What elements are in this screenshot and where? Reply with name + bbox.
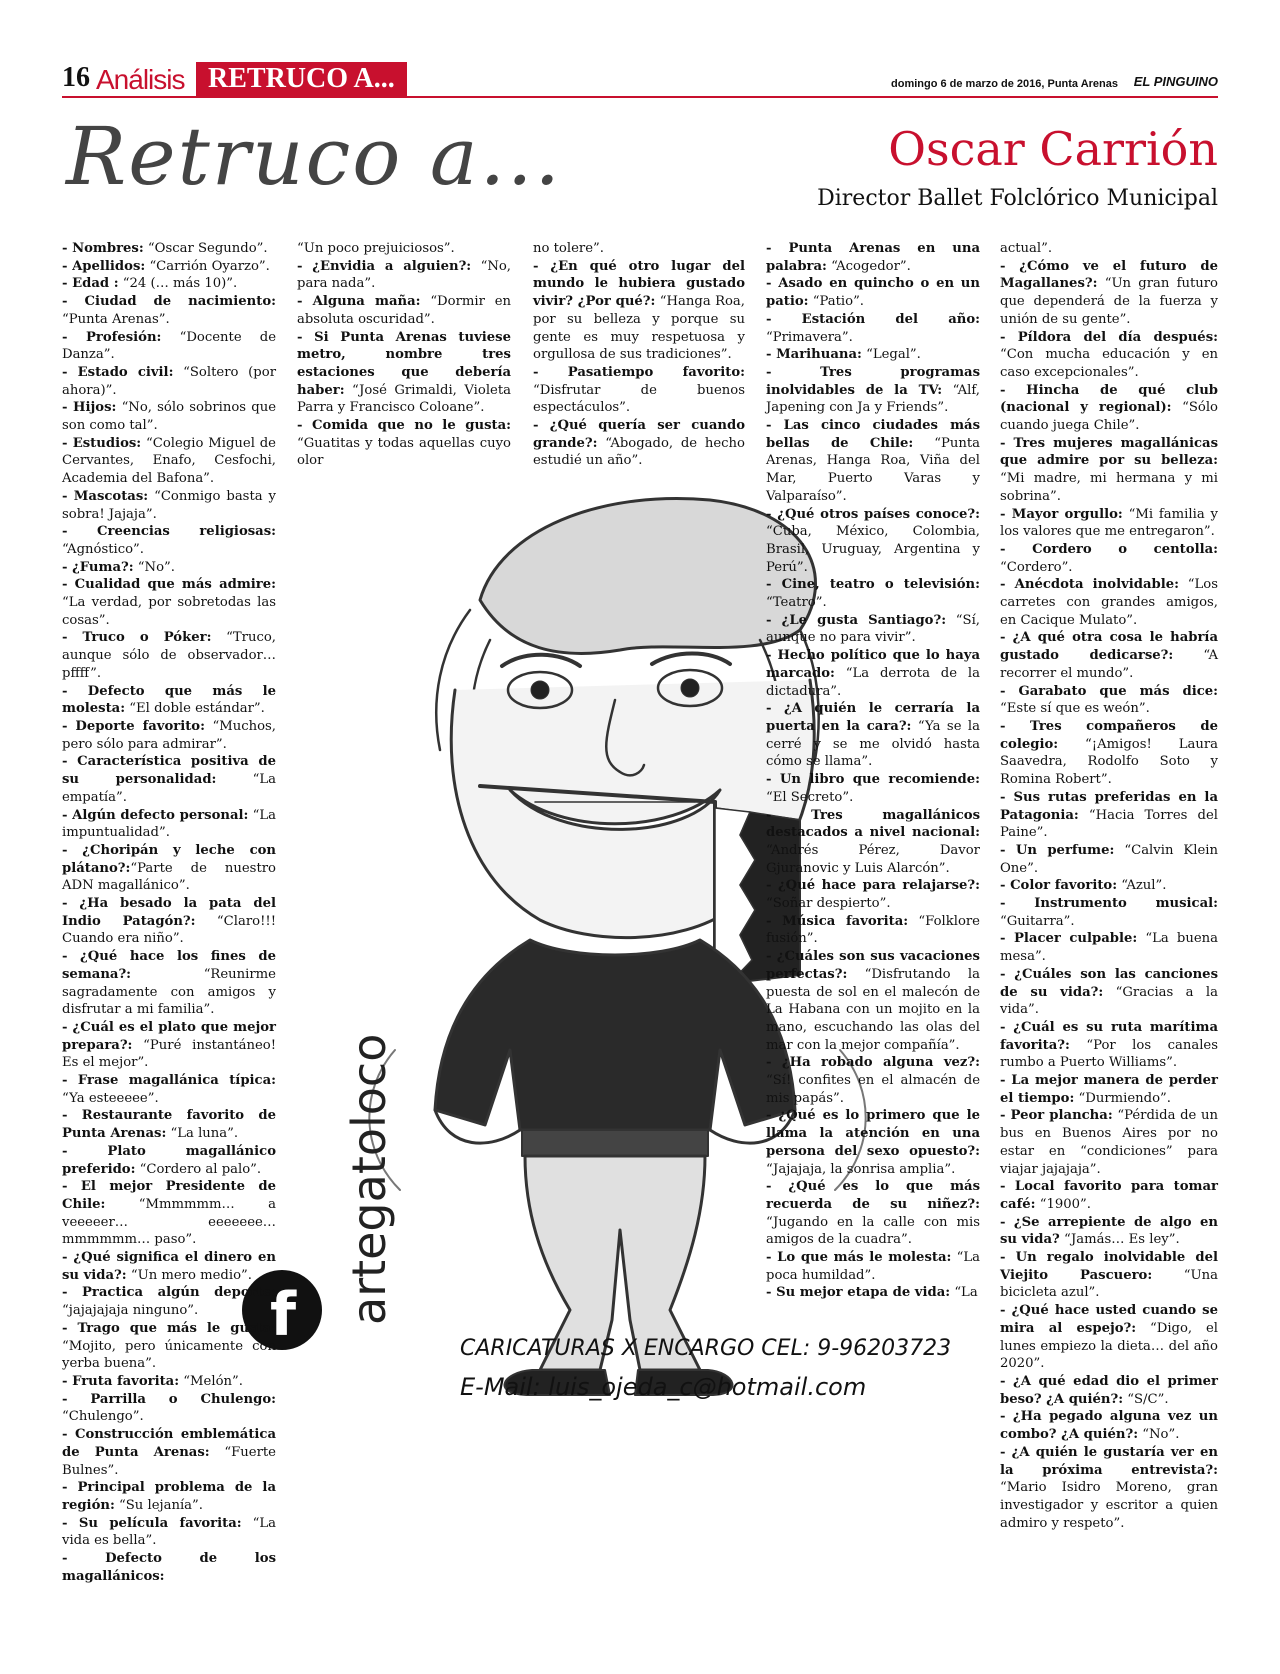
qa-answer: “Por los canales rumbo a Puerto Williams”. (1000, 1037, 1218, 1071)
qa-question: - ¿Se arrepiente de algo en su vida? (1000, 1214, 1218, 1248)
qa-entry (1000, 1178, 1218, 1213)
page-number: 16 (62, 62, 90, 93)
qa-entry (533, 364, 745, 417)
qa-answer: “Carrión Oyarzo”. (145, 258, 270, 274)
qa-entry (1000, 329, 1218, 382)
qa-question: - ¿Fuma?: (62, 559, 134, 575)
qa-answer: “Mi madre, mi hermana y mi sobrina”. (1000, 471, 1218, 504)
qa-answer: “Mmmmmm… a veeeeer… eeeeeee… mmmmmm… paso”. (62, 1196, 276, 1248)
qa-question: - ¿A quién le gustaría ver en la próxima entrevista?: (1000, 1444, 1218, 1478)
qa-question: - Ciudad de nacimiento: (62, 294, 276, 310)
qa-entry (766, 364, 980, 417)
qa-answer: “Mario Isidro Moreno, gran investigador y escritor a quien admiro y respeto”. (1000, 1480, 1218, 1531)
newspaper-name: EL PINGUINO (1133, 74, 1218, 89)
qa-answer: “Mi familia y los valores que me entregaron”. (1000, 506, 1218, 540)
qa-answer: “Disfrutando la puesta de sol en el malecón de La Habana con un mojito en la mano, escuchando las olas del mar con la mejor compañía”. (766, 966, 980, 1053)
qa-answer: “Claro!!! Cuando era niño”. (62, 913, 276, 947)
qa-entry (62, 753, 276, 806)
qa-answer: “Chulengo”. (62, 1409, 144, 1425)
qa-question: - Un regalo inolvidable del Viejito Pascuero: (1000, 1250, 1218, 1283)
qa-entry (62, 435, 276, 488)
qa-answer: “Agnóstico”. (62, 541, 144, 557)
qa-entry (62, 329, 276, 364)
qa-entry (766, 1284, 980, 1302)
column-5 (1000, 240, 1218, 1532)
qa-entry (1000, 576, 1218, 629)
qa-question: - Profesión: (62, 329, 162, 345)
qa-question: - Creencias religiosas: (62, 524, 276, 540)
qa-question: - Un libro que recomiende: (766, 772, 980, 788)
qa-question: - Si Punta Arenas tuviese metro, nombre tres estaciones que debería haber: (297, 329, 511, 398)
qa-answer: “Legal”. (861, 347, 921, 363)
qa-entry (766, 417, 980, 506)
qa-answer: “Los carretes con grandes amigos, en Cacique Mulato”. (1000, 577, 1218, 628)
qa-question: - Alguna maña: (297, 294, 421, 310)
qa-question: - Estación del año: (766, 311, 980, 327)
qa-answer: “Fuerte Bulnes”. (62, 1444, 276, 1478)
qa-question: - Practica algún deporte: (62, 1285, 276, 1301)
qa-entry (766, 1107, 980, 1178)
qa-question: - Estado civil: (62, 364, 174, 380)
qa-question: - ¿Envidia a alguien?: (297, 258, 472, 274)
qa-answer: “Colegio Miguel de Cervantes, Enafo, Cesfochi, Academia del Bafona”. (62, 435, 276, 487)
qa-entry (1000, 1408, 1218, 1443)
qa-entry (1000, 1072, 1218, 1107)
qa-question: - Punta Arenas en una palabra: (766, 241, 980, 274)
column-4 (766, 240, 980, 1302)
qa-answer: “Parte de nuestro ADN magallánico”. (62, 860, 276, 894)
qa-entry (62, 842, 276, 895)
qa-question: - Estudios: (62, 435, 142, 451)
qa-answer: “No”. (133, 559, 175, 575)
qa-entry (1000, 506, 1218, 541)
qa-answer: no tolere”. (533, 241, 604, 256)
qa-entry (62, 1019, 276, 1072)
qa-question: - Tres programas inolvidables de la TV: (766, 364, 980, 398)
qa-answer: “1900”. (1035, 1196, 1091, 1212)
qa-entry (766, 612, 980, 647)
qa-entry (62, 488, 276, 523)
qa-answer: “Azul”. (1117, 878, 1167, 894)
qa-question: - ¿Ha besado la pata del Indio Patagón?: (62, 896, 276, 929)
qa-question: - Marihuana: (766, 347, 862, 363)
qa-question: - Cine, teatro o televisión: (766, 577, 980, 593)
qa-question: - Su mejor etapa de vida: (766, 1285, 951, 1301)
qa-entry (1000, 1373, 1218, 1408)
qa-answer: “24 (… más 10)”. (118, 276, 238, 292)
qa-answer: “Jamás… Es ley”. (1059, 1232, 1180, 1248)
qa-answer: “Su lejanía”. (114, 1497, 203, 1513)
qa-answer: “El doble estándar”. (125, 701, 265, 717)
qa-question: - Asado en quincho o en un patio: (766, 276, 980, 310)
qa-entry (766, 346, 980, 364)
qa-entry (297, 240, 511, 258)
qa-entry (62, 1479, 276, 1514)
qa-entry (62, 629, 276, 682)
qa-question: - Tres mujeres magallánicas que admire por su belleza: (1000, 435, 1218, 469)
qa-answer: “La impuntualidad”. (62, 807, 276, 841)
qa-question: - Cordero o centolla: (1000, 541, 1218, 557)
qa-entry (62, 1107, 276, 1142)
qa-answer: “Jajajaja, la sonrisa amplia”. (766, 1161, 956, 1177)
qa-question: - ¿A qué edad dio el primer beso? ¿A quién?: (1000, 1374, 1218, 1407)
qa-question: - Píldora del día después: (1000, 329, 1218, 345)
qa-answer: “Primavera”. (766, 329, 853, 345)
qa-question: - ¿Ha robado alguna vez?: (766, 1055, 980, 1071)
qa-question: - ¿Cuál es su ruta marítima favorita?: (1000, 1019, 1218, 1053)
qa-question: - Truco o Póker: (62, 630, 212, 646)
qa-question: - ¿Qué hace para relajarse?: (766, 878, 980, 894)
qa-question: - Principal problema de la región: (62, 1480, 276, 1513)
qa-question: - Comida que no le gusta: (297, 418, 511, 434)
qa-question: - Edad : (62, 276, 119, 292)
qa-entry (62, 399, 276, 434)
qa-question: - Restaurante favorito de Punta Arenas: (62, 1108, 276, 1142)
qa-answer: “No”. (1138, 1427, 1180, 1443)
qa-answer: “Este sí que es weón”. (1000, 701, 1150, 717)
qa-answer: “José Grimaldi, Violeta Parra y Francisco Coloane”. (297, 382, 511, 416)
qa-question: - ¿Cuáles son sus vacaciones perfectas?: (766, 949, 980, 982)
qa-answer: “Cordero”. (1000, 559, 1073, 575)
qa-entry (62, 1178, 276, 1249)
qa-question: - ¿Cuál es el plato que mejor prepara?: (62, 1019, 276, 1053)
qa-question: - Sus rutas preferidas en la Patagonia: (1000, 789, 1218, 823)
qa-question: - Fruta favorita: (62, 1374, 180, 1389)
qa-answer: “Soltero (por ahora)”. (62, 364, 276, 398)
qa-entry (1000, 1019, 1218, 1072)
qa-entry (62, 1373, 276, 1391)
qa-question: - Placer culpable: (1000, 931, 1138, 947)
qa-question: - ¿Qué es lo que más recuerda de su niñez?: (766, 1179, 980, 1212)
qa-question: - Nombres: (62, 241, 144, 256)
qa-answer: “Pérdida de un bus en Buenos Aires por no estar en “condiciones” para viajar jajajaja”. (1000, 1108, 1218, 1177)
qa-entry (62, 364, 276, 399)
caption-line2: E-Mail: luis_ojeda_c@hotmail.com (460, 1373, 867, 1401)
qa-answer: “Un poco prejuiciosos”. (297, 241, 455, 256)
qa-answer: “La poca humildad”. (766, 1250, 980, 1283)
qa-answer: “Docente de Danza”. (62, 329, 277, 363)
qa-entry (62, 559, 276, 577)
qa-question: - Color favorito: (1000, 878, 1118, 894)
qa-answer: “El Secreto”. (766, 789, 854, 805)
qa-entry (1000, 1302, 1218, 1373)
qa-entry (766, 576, 980, 611)
qa-answer: “Un mero medio”. (126, 1267, 252, 1283)
qa-answer: actual”. (1000, 241, 1053, 256)
qa-answer: “Ya se la cerré y se me olvidó hasta cómo se llama”. (766, 718, 980, 770)
qa-question: - ¿Cómo ve el futuro de Magallanes?: (1000, 258, 1218, 292)
qa-entry (766, 311, 980, 346)
qa-answer: “Melón”. (179, 1374, 243, 1389)
qa-answer: “Sí! confites en el almacén de mis papás”. (766, 1073, 980, 1106)
qa-entry (766, 1178, 980, 1249)
qa-entry (766, 700, 980, 771)
qa-answer: “Disfrutar de buenos espectáculos”. (533, 382, 745, 416)
qa-entry (1000, 683, 1218, 718)
qa-question: - Tres compañeros de colegio: (1000, 718, 1218, 752)
column-1 (62, 240, 276, 1585)
qa-question: - Deporte favorito: (62, 718, 205, 734)
script-title: Retruco a... (66, 110, 562, 203)
qa-question: - Característica positiva de su personalidad: (62, 754, 276, 788)
qa-entry (62, 895, 276, 948)
qa-answer: “La empatía”. (62, 772, 276, 805)
qa-entry (62, 948, 276, 1019)
qa-question: - ¿Qué hace usted cuando se mira al espejo?: (1000, 1303, 1218, 1336)
qa-question: - ¿Qué es lo primero que le llama la atención en una persona del sexo opuesto?: (766, 1108, 980, 1159)
qa-question: - Hijos: (62, 400, 117, 416)
qa-entry (1000, 789, 1218, 842)
qa-answer: “A recorrer el mundo”. (1000, 648, 1218, 681)
qa-entry (62, 258, 276, 276)
qa-question: - La mejor manera de perder el tiempo: (1000, 1073, 1218, 1106)
qa-answer: “Punta Arenas, Hanga Roa, Viña del Mar, Puerto Varas y Valparaíso”. (766, 435, 980, 504)
qa-entry (766, 647, 980, 700)
qa-entry (297, 293, 511, 328)
qa-entry (1000, 966, 1218, 1019)
qa-question: - ¿Choripán y leche con plátano?: (62, 842, 276, 876)
qa-answer: “No, para nada”. (297, 258, 511, 292)
qa-entry (62, 1550, 276, 1585)
qa-entry (1000, 258, 1218, 329)
qa-answer: “Punta Arenas”. (62, 311, 170, 327)
qa-question: - ¿En qué otro lugar del mundo le hubiera gustado vivir? ¿Por qué?: (533, 258, 745, 310)
qa-entry (62, 683, 276, 718)
svg-text:f: f (270, 1280, 297, 1350)
section-box (196, 62, 407, 96)
qa-question: - El mejor Presidente de Chile: (62, 1179, 276, 1212)
qa-entry (1000, 877, 1218, 895)
qa-question: - ¿Qué otros países conoce?: (766, 506, 980, 522)
qa-answer: “Acogedor”. (826, 258, 911, 274)
qa-entry (1000, 1107, 1218, 1178)
qa-entry (766, 506, 980, 577)
qa-entry (1000, 1249, 1218, 1302)
qa-question: - ¿Ha pegado alguna vez un combo? ¿A quién?: (1000, 1409, 1218, 1443)
qa-entry (1000, 541, 1218, 576)
qa-answer: “jajajajaja ninguno”. (62, 1303, 199, 1319)
qa-answer: “Ya esteeeee”. (62, 1090, 159, 1106)
qa-entry (62, 240, 276, 258)
qa-question: - Construcción emblemática de Punta Arenas: (62, 1427, 276, 1460)
qa-entry (1000, 718, 1218, 789)
qa-entry (62, 1143, 276, 1178)
page-header (62, 62, 1218, 100)
qa-question: - ¿Qué significa el dinero en su vida?: (62, 1250, 276, 1283)
qa-entry (766, 913, 980, 948)
qa-answer: “Teatro”. (766, 595, 827, 611)
qa-question: - Pasatiempo favorito: (533, 364, 745, 380)
qa-question: - Apellidos: (62, 258, 146, 274)
qa-answer: “Gracias a la vida”. (1000, 984, 1219, 1018)
qa-entry (297, 258, 511, 293)
qa-entry (62, 1391, 276, 1426)
qa-question: - Plato magallánico preferido: (62, 1143, 276, 1177)
qa-answer: “Cordero al palo”. (135, 1161, 262, 1177)
qa-entry (766, 877, 980, 912)
qa-entry (62, 1249, 276, 1284)
qa-answer: “La luna”. (166, 1126, 239, 1142)
qa-question: - Hincha de qué club (nacional y regional): (1000, 382, 1218, 416)
qa-answer: “Abogado, de hecho estudié un año”. (533, 435, 745, 469)
qa-question: - Hecho político que lo haya marcado: (766, 648, 980, 681)
qa-question: - Las cinco ciudades más bellas de Chile: (766, 418, 980, 451)
qa-answer: “Sí, aunque no para vivir”. (766, 612, 980, 646)
qa-answer: “Andrés Pérez, Davor Gjuranovic y Luis Alarcón”. (766, 842, 980, 876)
qa-answer: “Soñar despierto”. (766, 896, 891, 912)
qa-question: - Parrilla o Chulengo: (62, 1391, 276, 1407)
qa-answer: “Sólo cuando juega Chile”. (1000, 400, 1218, 434)
qa-entry (766, 1249, 980, 1284)
qa-answer: “Puré instantáneo! Es el mejor”. (62, 1037, 276, 1071)
qa-entry (766, 948, 980, 1054)
interviewee-name: Oscar Carrión (888, 122, 1218, 176)
qa-answer: “Truco, aunque sólo de observador… pffff”. (62, 630, 276, 681)
qa-answer: “¡Amigos! Laura Saavedra, Rodolfo Soto y Romina Robert”. (1000, 736, 1218, 788)
qa-answer: “Alf, Japening con Ja y Friends”. (766, 382, 980, 416)
qa-answer: “Digo, el lunes empiezo la dieta… del año 2020”. (1000, 1320, 1218, 1372)
qa-answer: “Muchos, pero sólo para admirar”. (62, 718, 276, 752)
qa-question: - Su película favorita: (62, 1515, 242, 1531)
qa-question: - ¿Cuáles son las canciones de su vida?: (1000, 966, 1218, 1000)
qa-answer: “Una bicicleta azul”. (1000, 1267, 1218, 1301)
qa-question: - Frase magallánica típica: (62, 1073, 276, 1089)
qa-entry (297, 417, 511, 470)
qa-entry (1000, 930, 1218, 965)
qa-question: - ¿A quién le cerraría la puerta en la cara?: (766, 701, 980, 734)
qa-entry (1000, 382, 1218, 435)
qa-question: - ¿Le gusta Santiago?: (766, 612, 947, 628)
qa-entry (766, 275, 980, 310)
qa-question: - Lo que más le molesta: (766, 1250, 952, 1266)
qa-entry (62, 1284, 276, 1319)
qa-question: - Defecto de los magallánicos: (62, 1551, 276, 1584)
qa-entry (62, 523, 276, 558)
qa-answer: “La buena mesa”. (1000, 931, 1218, 965)
caption-line1: CARICATURAS X ENCARGO CEL: 9-96203723 (460, 1336, 952, 1361)
qa-entry (1000, 1214, 1218, 1249)
qa-answer: “Guatitas y todas aquellas cuyo olor (297, 435, 511, 469)
qa-answer: “Conmigo basta y sobra! Jajaja”. (62, 488, 276, 522)
qa-entry (766, 1054, 980, 1107)
qa-answer: “Calvin Klein One”. (1000, 842, 1219, 876)
qa-answer: “Durmiendo”. (1074, 1090, 1171, 1106)
qa-question: - ¿Qué hace los fines de semana?: (62, 949, 276, 982)
qa-entry (62, 807, 276, 842)
qa-entry (62, 293, 276, 328)
qa-answer: “Jugando en la calle con mis amigos de la cuadra”. (766, 1214, 980, 1248)
qa-entry (1000, 1444, 1218, 1533)
qa-question: - Mascotas: (62, 488, 149, 504)
qa-question: - Garabato que más dice: (1000, 683, 1218, 699)
qa-answer: “Un gran futuro que dependerá de la fuerza y unión de su gente”. (1000, 276, 1218, 327)
qa-answer: “Dormir en absoluta oscuridad”. (297, 294, 511, 327)
qa-entry (297, 329, 511, 418)
qa-entry (62, 1426, 276, 1479)
qa-entry (533, 240, 745, 258)
qa-entry (1000, 435, 1218, 506)
qa-entry (62, 275, 276, 293)
qa-answer: “Con mucha educación y en caso excepcionales”. (1000, 347, 1218, 380)
qa-answer: “La verdad, por sobretodas las cosas”. (62, 595, 276, 628)
qa-answer: “La derrota de la dictadura”. (766, 665, 980, 699)
qa-question: - ¿Qué quería ser cuando grande?: (533, 418, 745, 451)
qa-question: - Tres magallánicos destacados a nivel nacional: (766, 807, 980, 841)
artist-handle: artegatoloco (342, 1033, 396, 1325)
section-label: Análisis (96, 64, 185, 95)
qa-entry (62, 1320, 276, 1373)
qa-entry (766, 807, 980, 878)
qa-entry (1000, 240, 1218, 258)
column-2 (297, 240, 511, 470)
qa-entry (62, 718, 276, 753)
qa-answer: “Cuba, México, Colombia, Brasil, Uruguay, Argentina y Perú”. (766, 524, 980, 575)
qa-answer: “La vida es bella”. (62, 1515, 276, 1549)
qa-question: - Un perfume: (1000, 842, 1115, 858)
qa-question: - Trago que más le gusta: (62, 1320, 276, 1336)
qa-question: - ¿A qué otra cosa le habría gustado dedicarse?: (1000, 630, 1218, 664)
qa-entry (766, 240, 980, 275)
header-rule (62, 96, 1218, 98)
qa-question: - Peor plancha: (1000, 1108, 1113, 1124)
qa-answer: “Hacia Torres del Paine”. (1000, 807, 1218, 841)
qa-entry (766, 771, 980, 806)
column-3 (533, 240, 745, 470)
qa-question: - Cualidad que más admire: (62, 577, 276, 593)
qa-question: - Música favorita: (766, 913, 909, 929)
qa-answer: “S/C”. (1123, 1391, 1169, 1407)
qa-entry (533, 417, 745, 470)
qa-answer: “Folklore fusión”. (766, 913, 980, 947)
qa-question: - Anécdota inolvidable: (1000, 577, 1180, 593)
qa-answer: “Reunirme sagradamente con amigos y disfrutar a mi familia”. (62, 966, 276, 1018)
qa-entry (62, 1515, 276, 1550)
qa-entry (62, 1072, 276, 1107)
qa-answer: “Guitarra”. (1000, 913, 1075, 929)
qa-entry (62, 576, 276, 629)
interviewee-role: Director Ballet Folclórico Municipal (817, 186, 1218, 211)
qa-question: - Instrumento musical: (1000, 896, 1218, 912)
qa-answer: “Mojito, pero únicamente con yerba buena”. (62, 1338, 276, 1372)
section-box-label: RETRUCO A... (208, 63, 395, 94)
qa-entry (1000, 629, 1218, 682)
qa-answer: “No, sólo sobrinos que son como tal”. (62, 400, 276, 434)
dateline: domingo 6 de marzo de 2016, Punta Arenas (891, 78, 1118, 90)
qa-answer: “Oscar Segundo”. (143, 241, 268, 256)
qa-answer: “Hanga Roa, por su belleza y porque su gente es muy respetuosa y orgullosa de sus tradiciones”. (533, 294, 745, 363)
qa-entry (1000, 842, 1218, 877)
qa-question: - Defecto que más le molesta: (62, 683, 276, 717)
qa-question: - Mayor orgullo: (1000, 506, 1123, 522)
qa-answer: “La (950, 1285, 978, 1301)
qa-entry (1000, 895, 1218, 930)
qa-question: - Local favorito para tomar café: (1000, 1179, 1218, 1212)
qa-entry (533, 258, 745, 364)
qa-answer: “Patio”. (808, 294, 864, 310)
qa-question: - Algún defecto personal: (62, 807, 249, 823)
